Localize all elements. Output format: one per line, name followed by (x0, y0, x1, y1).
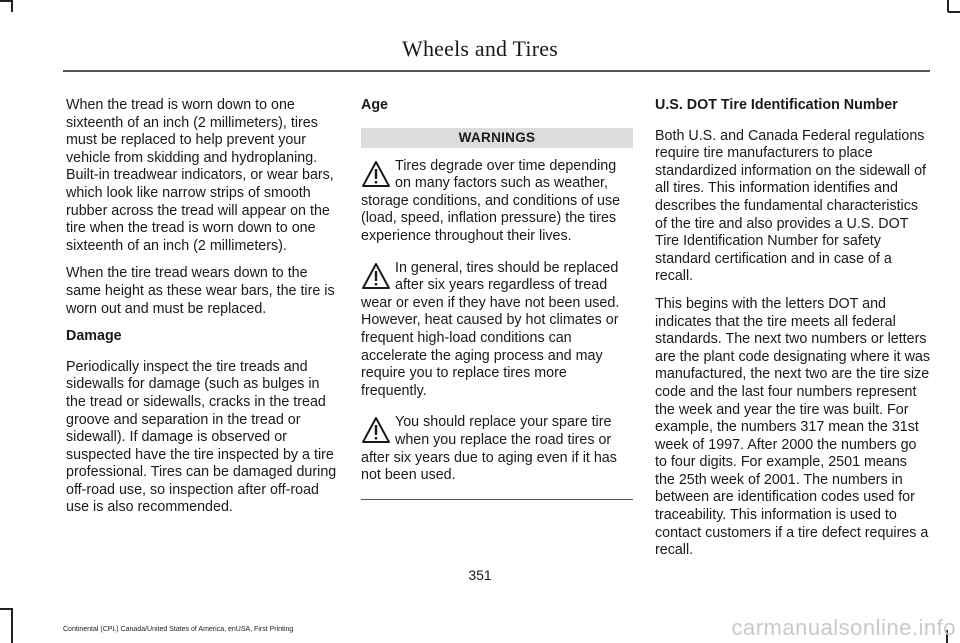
paragraph: Both U.S. and Canada Federal regulations require tire manufacturers to place standardized information on the sidewall of all tires. This information identifies and describes the fundamental characteristics of the tire and also provides a U.S. DOT Tire Identification Number for safety standard certification and in case of a recall. (655, 127, 927, 285)
warnings-end-divider (361, 499, 633, 501)
warning-triangle-icon (361, 416, 391, 444)
section-heading-age: Age (361, 97, 389, 113)
paragraph: When the tread is worn down to one sixteenth of an inch (2 millimeters), tires must be replaced to help prevent your vehicle from skidding and hydroplaning. Built-in treadwear indicators, or wear bars, which look like narrow strips of smooth rubber across the tread will appear on the tire when the tread is worn down to one sixteenth of an inch (2 millimeters). (66, 97, 334, 254)
column-right (655, 97, 930, 570)
footer-printing-info: Continental (CPL) Canada/United States of America, enUSA, First Printing (63, 626, 294, 633)
warning-text: You should replace your spare tire when you replace the road tires or after six years due to aging even if it has not been used. (361, 414, 617, 484)
crop-mark (0, 608, 12, 610)
crop-mark (11, 608, 13, 643)
paragraph: When the tire tread wears down to the same height as these wear bars, the tire is worn out and must be replaced. (66, 265, 335, 317)
watermark: carmanualsonline.info (731, 615, 956, 640)
paragraph: This begins with the letters DOT and indicates that the tire meets all federal standards. The next two numbers or letters are the plant code designating where it was manufactured, the next two are the tire size code and the last four numbers represent the week and year the tire was built. For example, the numbers 317 mean the 31st week of 1997. After 2000 the numbers go to four digits. For example, 2501 means the 25th week of 2001. The numbers in between are identification codes used for traceability. This information is used to contact customers if a tire defect requires a recall. (655, 295, 930, 559)
header-divider (63, 70, 930, 72)
paragraph: Periodically inspect the tire treads and sidewalls for damage (such as bulges in the tread or sidewalls, cracks in the tread groove and separation in the tread or sidewall). If damage is observed or suspected have the tire inspected by a tire professional. Tires can be damaged during off-road use, so inspection after off-road use is also recommended. (66, 358, 337, 516)
warning-triangle-icon (361, 160, 391, 188)
warning-item (361, 158, 633, 246)
warning-item (361, 260, 633, 401)
section-heading-dot-tin: U.S. DOT Tire Identification Number (655, 97, 898, 113)
warning-item (361, 414, 633, 484)
warning-text: Tires degrade over time depending on many factors such as weather, storage conditions, and conditions of use (load, speed, inflation pressure) the tires experience throughout their lives. (361, 157, 621, 244)
crop-mark (948, 11, 960, 13)
warning-triangle-icon (361, 262, 391, 290)
warning-text: In general, tires should be replaced after six years regardless of tread wear or even if they have not been used. However, heat caused by hot climates or frequent high-load conditions can accelerate the aging process and may require you to replace tires more frequently. (361, 259, 620, 399)
column-middle (361, 97, 633, 500)
crop-mark (11, 0, 13, 12)
section-heading-damage: Damage (66, 328, 122, 345)
warnings-header: WARNINGS (361, 128, 633, 148)
page-title: Wheels and Tires (402, 36, 558, 61)
page-number: 351 (468, 567, 492, 583)
column-left (66, 97, 338, 527)
